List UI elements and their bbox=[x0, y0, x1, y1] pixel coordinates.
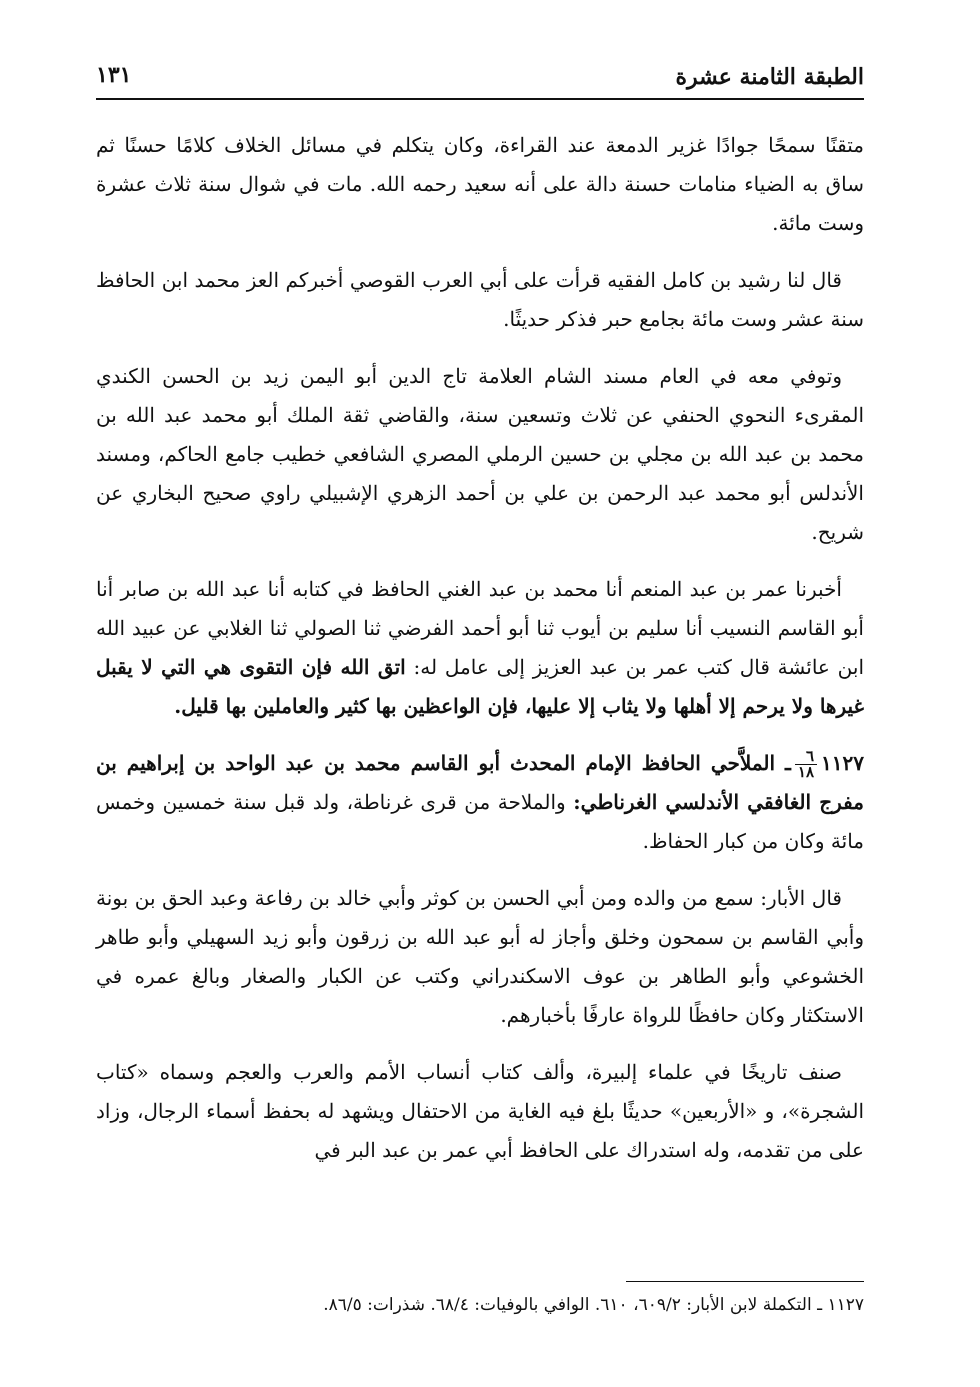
entry-title: ـ الملاَّحي الحافظ الإمام المحدث أبو القاسم محمد بن عبد الواحد بن إبراهيم بن مفرج الغافقي الأندلسي الغرناطي: bbox=[96, 751, 864, 814]
paragraph-6: قال الأبار: سمع من والده ومن أبي الحسن بن كوثر وأبي خالد بن رفاعة وعبد الحق بن بونة وأبي القاسم بن سمحون وخلق وأجاز له أبو عبد الله بن زرقون وأبو زيد السهيلي وأبو طاهر الخشوعي وأبو الطاهر بن عوف الاسكندراني وكتب عن الكبار والصغار وبالغ عمره في الاستكثار وكان حافظًا للرواة عارفًا بأخبارهم. bbox=[96, 886, 864, 1027]
page-header bbox=[96, 52, 864, 100]
fraction-bottom: ١٨ bbox=[797, 763, 815, 781]
main-text bbox=[96, 126, 864, 1170]
running-title: الطبقة الثامنة عشرة bbox=[675, 64, 864, 90]
footnote: ١١٢٧ ـ التكملة لابن الأبار: ٦٠٩/٢، ٦١٠. الوافي بالوفيات: ٦٨/٤. شذرات: ٨٦/٥. bbox=[323, 1295, 864, 1315]
page-number: ١٣١ bbox=[96, 62, 132, 88]
paragraph-2: قال لنا رشيد بن كامل الفقيه قرأت على أبي العرب القوصي أخبركم العز محمد ابن الحافظ سنة عشر وست مائة بجامع حبر فذكر حديثًا. bbox=[96, 268, 864, 331]
paragraph-4-plain: أخبرنا عمر بن عبد المنعم أنا محمد بن عبد الغني الحافظ في كتابه أنا عبد الله بن صابر أنا أبو القاسم النسيب أنا سليم بن أيوب ثنا أبو أحمد الفرضي ثنا الصولي ثنا الغلابي عن عبيد الله ابن عائشة قال كتب عمر بن عبد العزيز إلى عامل له: bbox=[96, 577, 865, 679]
entry-number: ١١٢٧ bbox=[821, 751, 864, 775]
paragraph-3: وتوفي معه في العام مسند الشام العلامة تاج الدين أبو اليمن زيد بن الحسن الكندي المقرىء النحوي الحنفي عن ثلاث وتسعين سنة، والقاضي ثقة الملك أبو محمد عبد الله بن محمد بن عبد الله بن مجلي بن حسين الرملي المصري الشافعي خطيب جامع الحاكم، ومسند الأندلس أبو محمد عبد الرحمن بن علي بن أحمد الزهري الإشبيلي راوي صحيح البخاري عن شريح. bbox=[96, 364, 864, 544]
biography-entry bbox=[96, 744, 864, 861]
paragraph-4 bbox=[96, 570, 864, 726]
entry-fraction bbox=[795, 749, 817, 780]
book-page bbox=[96, 52, 864, 1352]
paragraph-4-quote: اتق الله فإن التقوى هي التي لا يقبل غيرها ولا يرحم إلا أهلها ولا يثاب إلا عليها، فإن الواعظين بها كثير والعاملين بها قليل. bbox=[96, 655, 864, 718]
paragraph-1: متقنًا سمحًا جوادًا غزير الدمعة عند القراءة، وكان يتكلم في مسائل الخلاف كلامًا حسنًا ثم ساق به الضياء منامات حسنة دالة على أنه سعيد رحمه الله. مات في شوال سنة ثلاث عشرة وست مائة. bbox=[96, 133, 864, 235]
paragraph-7: صنف تاريخًا في علماء إلبيرة، وألف كتاب أنساب الأمم والعرب والعجم وسماه «كتاب الشجرة»، و «الأربعين» حديثًا بلغ فيه الغاية من الاحتفال ويشهد له بحفظ أسماء الرجال، وزاد على من تقدمه، وله استدراك على الحافظ أبي عمر بن عبد البر في bbox=[96, 1060, 864, 1162]
footnote-divider bbox=[626, 1281, 864, 1282]
entry-text: والملاحة من قرى غرناطة، ولد قبل سنة خمسين وخمس مائة وكان من كبار الحفاظ. bbox=[96, 790, 864, 853]
fraction-top: ٦ bbox=[795, 749, 817, 765]
